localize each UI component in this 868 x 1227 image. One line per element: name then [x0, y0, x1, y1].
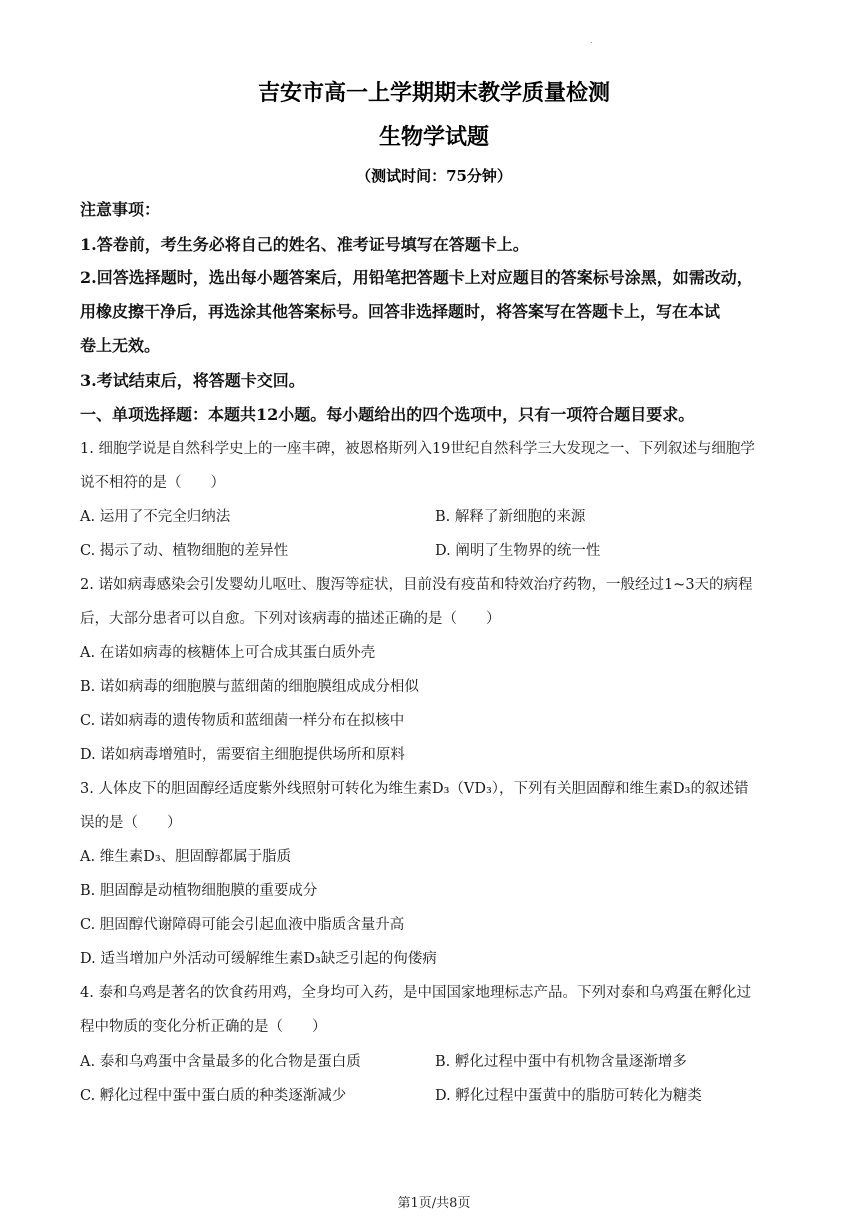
notice-item-2-line-3: 卷上无效。	[80, 336, 161, 355]
question-1-stem-line-2: 说不相符的是（ ）	[80, 475, 225, 491]
question-4-option-a: A. 泰和乌鸡蛋中含量最多的化合物是蛋白质	[80, 1054, 361, 1070]
question-1-option-c: C. 揭示了动、植物细胞的差异性	[80, 543, 289, 559]
scan-mark: .	[590, 36, 593, 45]
question-2-stem-line-2: 后，大部分患者可以自愈。下列对该病毒的描述正确的是（ ）	[80, 611, 501, 627]
question-3-option-d: D. 适当增加户外活动可缓解维生素D₃缺乏引起的佝偻病	[80, 951, 437, 967]
notice-item-2-line-2: 用橡皮擦干净后，再选涂其他答案标号。回答非选择题时，将答案写在答题卡上，写在本试	[80, 302, 721, 321]
question-3-option-b: B. 胆固醇是动植物细胞膜的重要成分	[80, 883, 318, 899]
question-4-option-b: B. 孵化过程中蛋中有机物含量逐渐增多	[435, 1054, 687, 1070]
question-1-option-d: D. 阐明了生物界的统一性	[435, 543, 601, 559]
question-1-option-b: B. 解释了新细胞的来源	[435, 509, 586, 525]
notice-item-2-line-1: 2.回答选择题时，选出每小题答案后，用铅笔把答题卡上对应题目的答案标号涂黑，如需改动，	[80, 268, 753, 287]
question-4-option-c: C. 孵化过程中蛋中蛋白质的种类逐渐减少	[80, 1088, 347, 1104]
notice-heading: 注意事项：	[80, 200, 161, 219]
section-1-heading: 一、单项选择题：本题共12小题。每小题给出的四个选项中，只有一项符合题目要求。	[80, 405, 695, 424]
question-3-option-c: C. 胆固醇代谢障碍可能会引起血液中脂质含量升高	[80, 917, 405, 933]
exam-time-note: （测试时间：75分钟）	[356, 167, 512, 185]
question-1-option-a: A. 运用了不完全归纳法	[80, 509, 231, 525]
question-4-stem-line-2: 程中物质的变化分析正确的是（ ）	[80, 1019, 327, 1035]
question-4-option-d: D. 孵化过程中蛋黄中的脂肪可转化为糖类	[435, 1088, 702, 1104]
question-3-stem-line-2: 误的是（ ）	[80, 815, 182, 831]
question-2-option-c: C. 诺如病毒的遗传物质和蓝细菌一样分布在拟核中	[80, 713, 405, 729]
exam-subtitle: 生物学试题	[378, 124, 489, 150]
notice-item-1: 1.答卷前，考生务必将自己的姓名、准考证号填写在答题卡上。	[80, 235, 529, 254]
question-2-option-d: D. 诺如病毒增殖时，需要宿主细胞提供场所和原料	[80, 747, 405, 763]
question-3-stem-line-1: 3. 人体皮下的胆固醇经适度紫外线照射可转化为维生素D₃（VD₃），下列有关胆固醇和维生素D₃的叙述错	[80, 781, 749, 797]
question-2-option-a: A. 在诺如病毒的核糖体上可合成其蛋白质外壳	[80, 645, 376, 661]
question-2-option-b: B. 诺如病毒的细胞膜与蓝细菌的细胞膜组成成分相似	[80, 679, 419, 695]
question-1-stem-line-1: 1. 细胞学说是自然科学史上的一座丰碑，被恩格斯列入19世纪自然科学三大发现之一、下列叙述与细胞学	[80, 441, 755, 457]
page-number: 第1页/共8页	[397, 1196, 471, 1211]
question-3-option-a: A. 维生素D₃、胆固醇都属于脂质	[80, 849, 292, 865]
question-4-stem-line-1: 4. 泰和乌鸡是著名的饮食药用鸡，全身均可入药，是中国国家地理标志产品。下列对泰和乌鸡蛋在孵化过	[80, 985, 751, 1001]
notice-item-3: 3.考试结束后，将答题卡交回。	[80, 371, 305, 390]
exam-title: 吉安市高一上学期期末教学质量检测	[257, 80, 610, 106]
question-2-stem-line-1: 2. 诺如病毒感染会引发婴幼儿呕吐、腹泻等症状，目前没有疫苗和特效治疗药物，一般经过1~3天的病程	[80, 577, 753, 593]
